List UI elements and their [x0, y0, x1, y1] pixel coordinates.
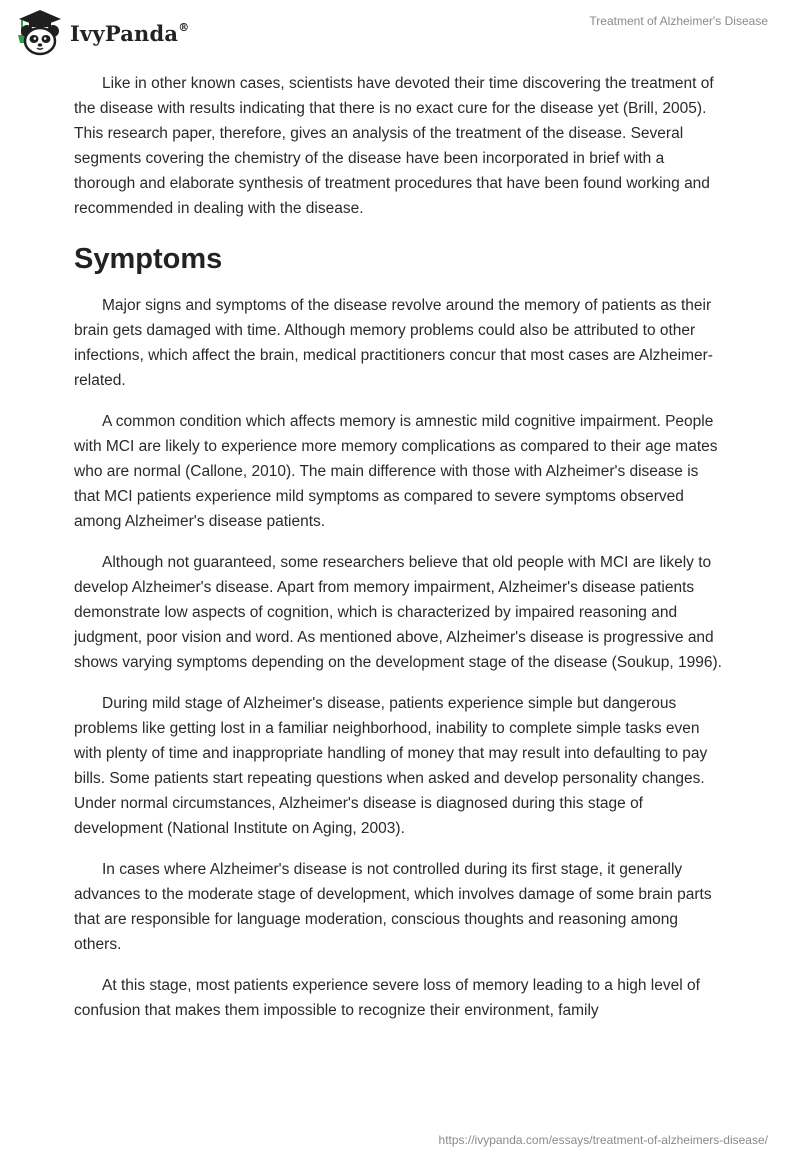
section-heading: Symptoms	[74, 243, 223, 275]
body-paragraph: Major signs and symptoms of the disease revolve around the memory of patients as their brain gets damaged with time. Although memory problems could also be attributed to other infections, which affect the brain, medical practitioners concur that most cases are Alzheimer-related.	[74, 297, 713, 389]
article-body	[74, 71, 728, 1039]
brand-name: IvyPanda®	[70, 20, 190, 46]
footer-url-link[interactable]: https://ivypanda.com/essays/treatment-of-alzheimers-disease/	[438, 1133, 768, 1147]
body-paragraph: At this stage, most patients experience severe loss of memory leading to a high level of confusion that makes them impossible to recognize their environment, family	[74, 977, 700, 1019]
page-header	[0, 0, 800, 64]
body-paragraph: During mild stage of Alzheimer's disease, patients experience simple but dangerous problems like getting lost in a familiar neighborhood, inability to complete simple tasks even with plenty of time and inappropriate handling of money that may result into defaulting to pay bills. Some patients start repeating questions when asked and develop personality changes. Under normal circumstances, Alzheimer's disease is diagnosed during this stage of development (National Institute on Aging, 2003).	[74, 695, 708, 837]
ivypanda-logo[interactable]	[14, 7, 189, 59]
intro-paragraph: Like in other known cases, scientists have devoted their time discovering the treatment of the disease with results indicating that there is no exact cure for the disease yet (Brill, 2005). This research paper, therefore, gives an analysis of the treatment of the disease. Several segments covering the chemistry of the disease have been incorporated in brief with a thorough and elaborate synthesis of treatment procedures that have been found working and recommended in dealing with the disease.	[74, 75, 714, 217]
body-paragraph: A common condition which affects memory is amnestic mild cognitive impairment. People with MCI are likely to experience more memory complications as compared to their age mates who are normal (Callone, 2010). The main difference with those with Alzheimer's disease is that MCI patients experience mild symptoms as compared to severe symptoms observed among Alzheimer's disease patients.	[74, 413, 718, 530]
panda-graduate-icon	[14, 7, 66, 59]
body-paragraph: In cases where Alzheimer's disease is not controlled during its first stage, it generally advances to the moderate stage of development, which involves damage of some brain parts that are responsible for language moderation, conscious thoughts and reasoning among others.	[74, 861, 712, 953]
body-paragraph: Although not guaranteed, some researchers believe that old people with MCI are likely to develop Alzheimer's disease. Apart from memory impairment, Alzheimer's disease patients demonstrate low aspects of cognition, which is characterized by impaired reasoning and judgment, poor vision and word. As mentioned above, Alzheimer's disease is progressive and shows varying symptoms depending on the development stage of the disease (Soukup, 1996).	[74, 554, 722, 671]
registered-mark: ®	[178, 20, 190, 34]
document-title: Treatment of Alzheimer's Disease	[589, 14, 768, 28]
